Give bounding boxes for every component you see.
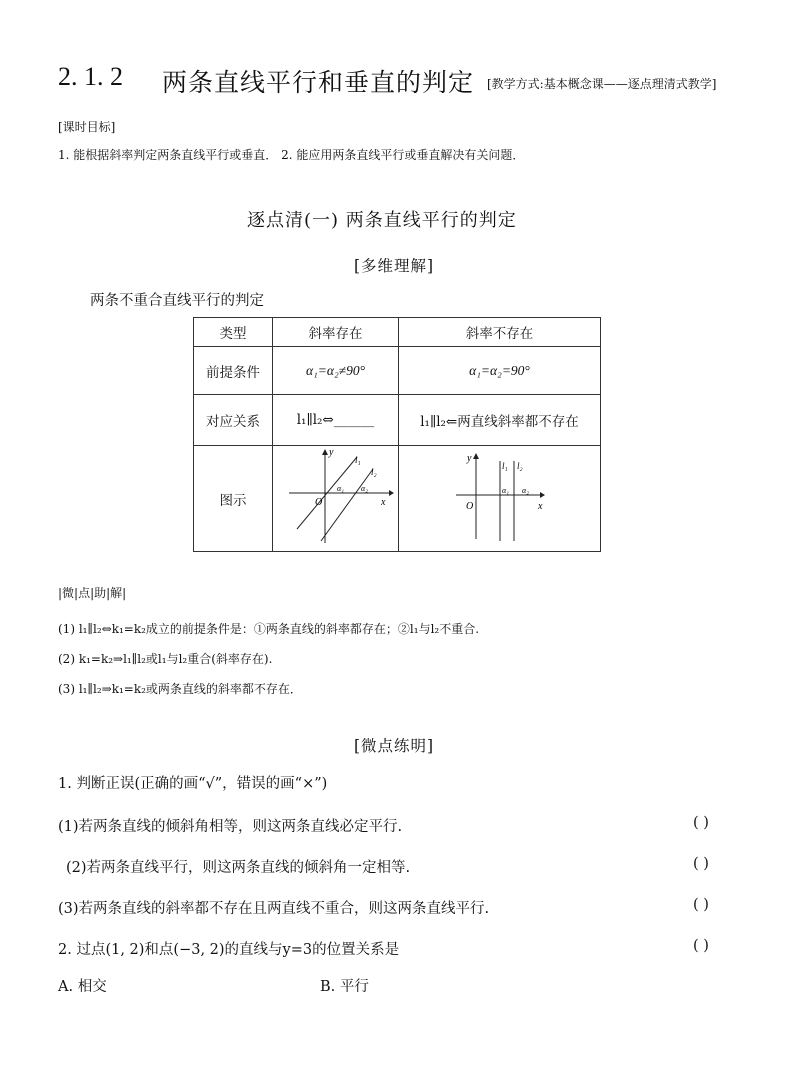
origin-label: O bbox=[314, 496, 322, 508]
practice-heading: [微点练明] bbox=[354, 737, 435, 755]
y-axis-arrow bbox=[473, 453, 479, 459]
l1-label: l₁ bbox=[354, 454, 361, 465]
line-l2 bbox=[321, 469, 373, 541]
diagram-slope-not-exists-cell bbox=[399, 446, 601, 552]
premise-exist: α₁=α₂≠90° bbox=[273, 347, 399, 395]
parallel-criteria-table bbox=[193, 317, 601, 552]
table-row bbox=[194, 347, 601, 395]
x-label: x bbox=[537, 500, 542, 512]
alpha2-label: α₂ bbox=[521, 485, 529, 495]
header-slope-not-exists: 斜率不存在 bbox=[399, 318, 601, 347]
slanted-parallel-lines-diagram bbox=[277, 447, 395, 547]
y-label: y bbox=[466, 452, 471, 464]
x-axis-arrow bbox=[540, 492, 545, 498]
section-number: 2. 1. 2 bbox=[58, 62, 123, 91]
question-1-item: (1)若两条直线的倾斜角相等，则这两条直线必定平行. bbox=[58, 819, 403, 835]
y-label: y bbox=[328, 446, 333, 458]
header-type: 类型 bbox=[194, 318, 273, 347]
question-1: 1. 判断正误(正确的画“√”，错误的画“×”) bbox=[58, 776, 328, 792]
objectives-text: 1. 能根据斜率判定两条直线平行或垂直． 2. 能应用两条直线平行或垂直解决有关问题． bbox=[58, 148, 525, 162]
sub-heading: [多维理解] bbox=[354, 257, 435, 275]
objectives-label: [课时目标] bbox=[58, 120, 116, 134]
table-caption: 两条不重合直线平行的判定 bbox=[90, 293, 264, 309]
relation-not-exist: l₁∥l₂⇐两直线斜率都不存在 bbox=[399, 395, 601, 446]
diagram-slope-exists-cell bbox=[273, 446, 399, 552]
note-item: (3) l₁∥l₂⇒k₁=k₂或两条直线的斜率都不存在． bbox=[58, 682, 302, 696]
alpha1-label: α₁ bbox=[501, 485, 509, 495]
option-a[interactable]: A. 相交 bbox=[58, 979, 107, 995]
l1-label: l₁ bbox=[501, 460, 508, 471]
x-label: x bbox=[380, 496, 385, 508]
section-heading: 逐点清(一) 两条直线平行的判定 bbox=[247, 210, 517, 231]
notes-label: |微|点|助|解| bbox=[58, 586, 127, 600]
x-axis-arrow bbox=[389, 490, 394, 496]
row-label-premise: 前提条件 bbox=[194, 347, 273, 395]
answer-blank[interactable]: ( ) bbox=[693, 856, 709, 872]
l2-label: l₂ bbox=[370, 466, 377, 477]
answer-blank[interactable]: ( ) bbox=[693, 897, 709, 913]
y-axis-arrow bbox=[322, 449, 328, 455]
row-label-diagram: 图示 bbox=[194, 446, 273, 552]
answer-blank[interactable]: ( ) bbox=[693, 815, 709, 831]
row-label-relation: 对应关系 bbox=[194, 395, 273, 446]
question-1-item: (3)若两条直线的斜率都不存在且两直线不重合，则这两条直线平行. bbox=[58, 901, 490, 917]
answer-blank[interactable]: ( ) bbox=[693, 938, 709, 954]
table-row bbox=[194, 446, 601, 552]
note-item: (1) l₁∥l₂⇔k₁=k₂成立的前提条件是：①两条直线的斜率都存在；②l₁与l₂不重合. bbox=[58, 622, 480, 636]
l2-label: l₂ bbox=[516, 460, 523, 471]
table-header-row bbox=[194, 318, 601, 347]
alpha2-label: α₂ bbox=[360, 483, 368, 493]
question-1-item: (2)若两条直线平行，则这两条直线的倾斜角一定相等. bbox=[66, 860, 411, 876]
vertical-parallel-lines-diagram bbox=[450, 447, 550, 547]
alpha1-label: α₁ bbox=[336, 483, 344, 493]
question-2: 2. 过点(1, 2)和点(−3, 2)的直线与y=3的位置关系是 bbox=[58, 942, 400, 958]
table-row bbox=[194, 395, 601, 446]
origin-label: O bbox=[465, 500, 473, 512]
premise-not-exist: α₁=α₂=90° bbox=[399, 347, 601, 395]
relation-exist: l₁∥l₂⇔______ bbox=[273, 395, 399, 446]
option-b[interactable]: B. 平行 bbox=[320, 979, 369, 995]
page-title: 两条直线平行和垂直的判定 bbox=[162, 68, 475, 97]
header-slope-exists: 斜率存在 bbox=[273, 318, 399, 347]
teaching-mode-note: [教学方式:基本概念课——逐点理清式教学] bbox=[487, 77, 717, 91]
note-item: (2) k₁=k₂⇒l₁∥l₂或l₁与l₂重合(斜率存在). bbox=[58, 652, 273, 666]
